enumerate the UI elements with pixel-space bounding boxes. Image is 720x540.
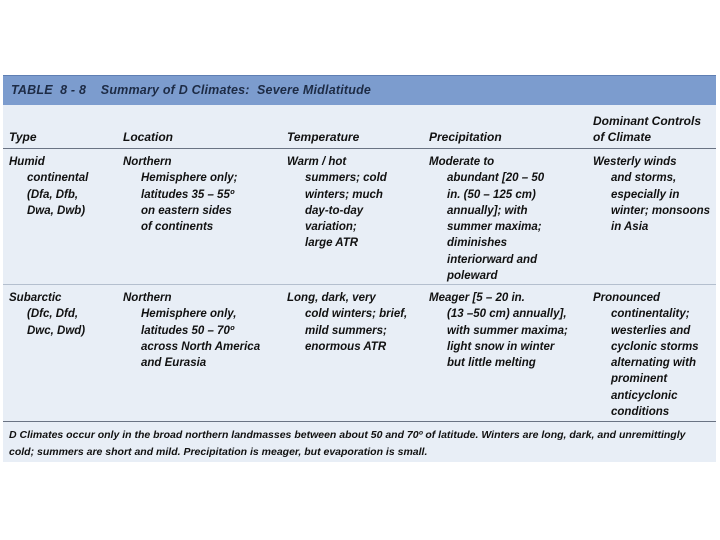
header-type: Type [9, 130, 37, 144]
row1-precipitation: Moderate to abundant [20 – 50 in. (50 – 125 cm) annually]; with summer maxima; diminishes interiorward and poleward [429, 156, 545, 283]
header-location: Location [123, 130, 173, 144]
footnote-rule [3, 421, 716, 422]
header-precipitation: Precipitation [429, 130, 502, 144]
row2-location: Northern Hemisphere only, latitudes 50 – 70º across North America and Eurasia [123, 292, 261, 370]
header-temperature: Temperature [287, 130, 360, 144]
row2-type: Subarctic (Dfc, Dfd, Dwc, Dwd) [9, 292, 86, 337]
row1-type: Humid continental (Dfa, Dfb, Dwa, Dwb) [9, 156, 89, 217]
table-footnote: D Climates occur only in the broad northern landmasses between about 50 and 70º of latitude. Winters are long, dark, and unremittingly cold; summers are short and mild. Precipitation is meager, but evaporation is small. [9, 429, 686, 458]
header-rule [3, 148, 716, 149]
header-controls [593, 113, 701, 146]
row2-controls: Pronounced continentality; westerlies and cyclonic storms alternating with prominent anticyclonic conditions [593, 292, 699, 419]
row-divider [3, 284, 716, 285]
row2-temperature: Long, dark, very cold winters; brief, mild summers; enormous ATR [287, 292, 408, 353]
row2-precipitation: Meager [5 – 20 in. (13 –50 cm) annually], with summer maxima; light snow in winter but little melting [429, 292, 568, 370]
table-title-bar [3, 75, 716, 106]
row1-controls: Westerly winds and storms, especially in winter; monsoons in Asia [593, 156, 711, 234]
row1-temperature: Warm / hot summers; cold winters; much day-to-day variation; large ATR [287, 156, 387, 250]
header-controls-line1: Dominant Controls [593, 114, 701, 128]
header-controls-line2: of Climate [593, 130, 652, 145]
table-title: TABLE 8 - 8 Summary of D Climates: Severe Midlatitude [11, 83, 372, 97]
row1-location: Northern Hemisphere only; latitudes 35 – 55º on eastern sides of continents [123, 156, 238, 234]
